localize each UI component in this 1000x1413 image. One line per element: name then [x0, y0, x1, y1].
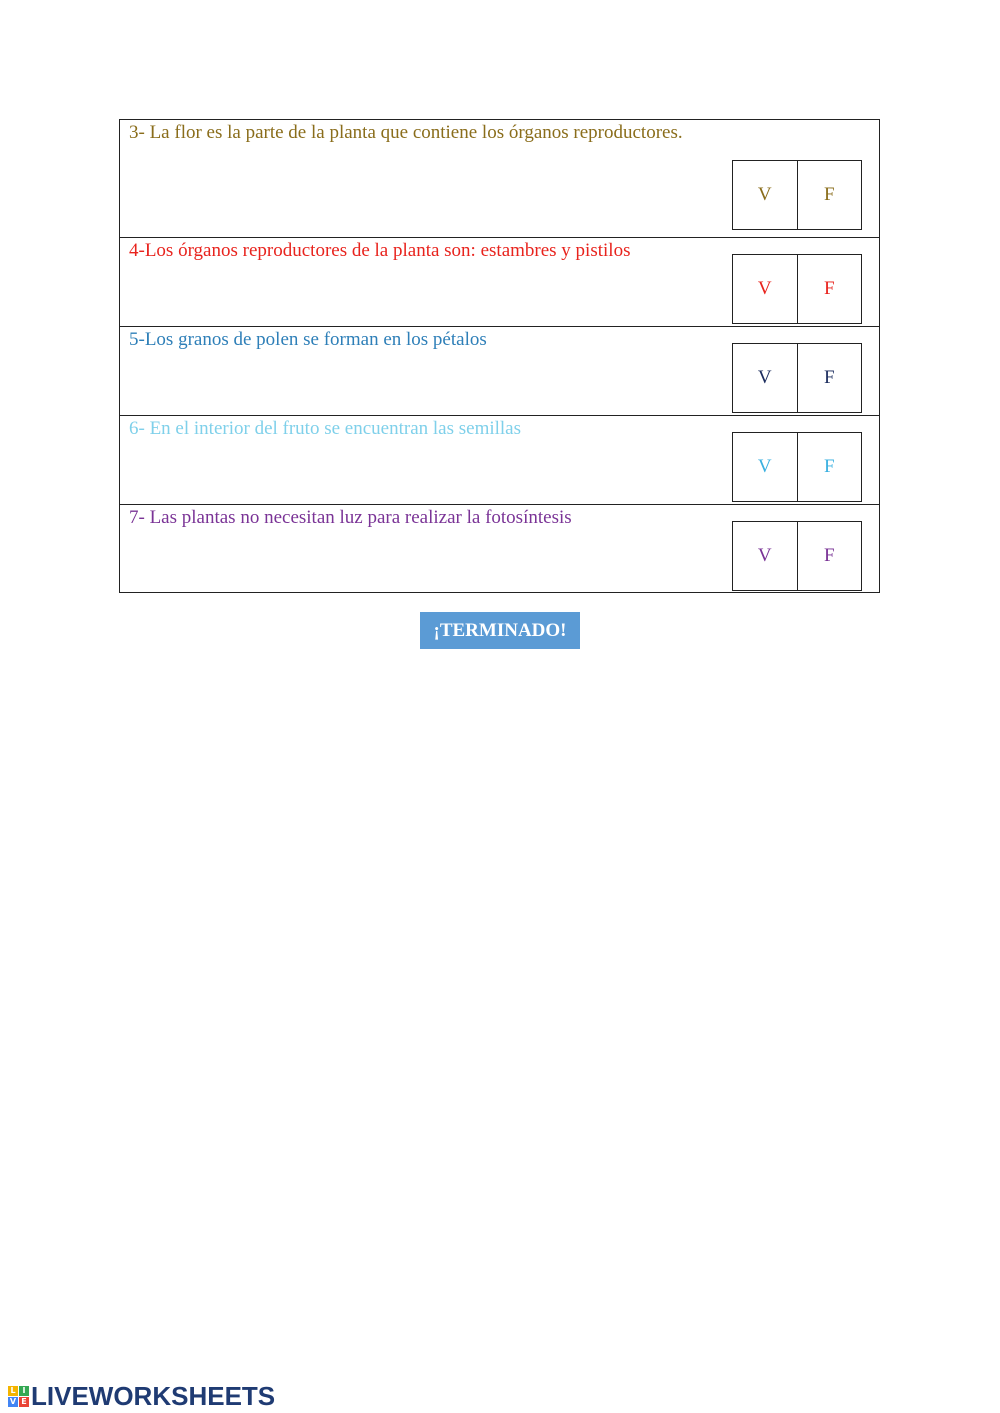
logo-letter: I — [19, 1386, 29, 1396]
question-row-6 — [120, 415, 879, 504]
question-text: 4-Los órganos reproductores de la planta son: estambres y pistilos — [129, 240, 631, 261]
true-option-box[interactable]: V — [757, 184, 772, 205]
question-text: 5-Los granos de polen se forman en los pétalos — [129, 329, 487, 350]
question-row-3 — [120, 120, 879, 237]
question-text: 6- En el interior del fruto se encuentran las semillas — [129, 418, 522, 439]
true-false-choices — [732, 521, 862, 591]
question-row-7 — [120, 504, 879, 592]
true-option-box[interactable]: V — [757, 456, 772, 477]
logo-letter: L — [8, 1386, 18, 1396]
true-option-box[interactable]: V — [757, 278, 772, 299]
question-row-4 — [120, 237, 879, 326]
true-false-choices — [732, 343, 862, 413]
true-false-choices — [732, 160, 862, 230]
logo-letter: V — [9, 1397, 17, 1406]
finish-button[interactable]: ¡TERMINADO! — [420, 612, 580, 649]
brand-name: LIVEWORKSHEETS — [31, 1381, 276, 1411]
true-false-choices — [732, 254, 862, 324]
false-option-box[interactable]: F — [797, 344, 862, 412]
false-option-box[interactable]: F — [797, 433, 862, 501]
true-false-choices — [732, 432, 862, 502]
false-option-box[interactable]: F — [797, 161, 862, 229]
logo-letter: E — [19, 1397, 29, 1407]
question-text: 7- Las plantas no necesitan luz para realizar la fotosíntesis — [129, 507, 572, 528]
true-option-box[interactable]: V — [757, 545, 772, 566]
question-text: 3- La flor es la parte de la planta que contiene los órganos reproductores. — [129, 122, 683, 143]
logo-grid-icon — [8, 1386, 29, 1407]
true-false-table — [119, 119, 880, 593]
question-row-5 — [120, 326, 879, 415]
liveworksheets-logo[interactable] — [8, 1381, 275, 1412]
false-option-box[interactable]: F — [797, 522, 862, 590]
true-option-box[interactable]: V — [757, 367, 772, 388]
false-option-box[interactable]: F — [797, 255, 862, 323]
